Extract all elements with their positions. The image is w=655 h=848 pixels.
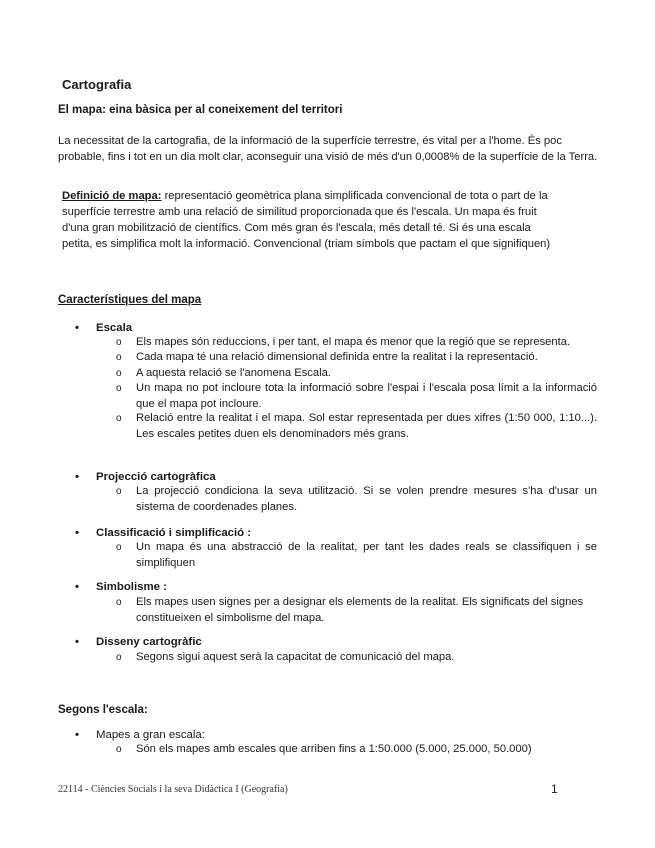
sub-item [116,484,597,515]
circle-bullet-icon: o [116,368,122,379]
footer-course: 22114 - Ciències Socials i la seva Didàctica I (Geografia) [58,784,288,795]
circle-bullet-icon: o [116,413,122,424]
bullet-icon: • [75,471,79,483]
bullet-label: Projecció cartogràfica [96,471,216,483]
circle-bullet-icon: o [116,337,122,348]
bullet-icon: • [75,527,79,539]
page-number: 1 [551,782,558,796]
circle-bullet-icon: o [116,744,122,755]
intro-paragraph: La necessitat de la cartografia, de la informació de la superfície terrestre, és vital per a l'home. És poc probable, fins i tot en un dia molt clar, aconseguir una visió de més d'un 0,0008% de la superfície de la Terra. [58,135,598,163]
sub-item [116,366,597,382]
scale-heading: Segons l'escala: [58,704,148,716]
sub-item-text: La projecció condiciona la seva utilització. Si se volen prendre mesures s'ha d'usar un sistema de coordenades planes. [136,485,597,513]
sub-item [116,411,597,442]
definition-paragraph [62,188,562,252]
sub-item [116,540,597,571]
sub-item [116,381,597,412]
circle-bullet-icon: o [116,652,122,663]
bullet-label: Classificació i simplificació : [96,527,252,539]
sub-item [116,650,597,666]
bullet-icon: • [75,322,79,334]
bullet-label: Disseny cartogràfic [96,636,202,648]
characteristics-heading: Característiques del mapa [58,294,202,306]
sub-item [116,742,597,758]
bullet-icon: • [75,581,79,593]
bullet-label: Mapes a gran escala: [96,729,205,741]
bullet-label: Simbolisme : [96,581,167,593]
sub-item [116,595,597,626]
circle-bullet-icon: o [116,383,122,394]
circle-bullet-icon: o [116,542,122,553]
definition-term: Definició de mapa: [62,190,162,202]
sub-item-text: Segons sigui aquest serà la capacitat de comunicació del mapa. [136,651,455,663]
circle-bullet-icon: o [116,597,122,608]
sub-item-text: Són els mapes amb escales que arriben fins a 1:50.000 (5.000, 25.000, 50.000) [136,743,532,755]
circle-bullet-icon: o [116,486,122,497]
sub-item [116,350,597,366]
sub-item-text: Relació entre la realitat i el mapa. Sol estar representada per dues xifres (1:50 000, 1:10...). Les escales petites duen els denominadors més grans. [136,412,597,440]
page-title: Cartografia [62,77,132,92]
sub-item-text: A aquesta relació se l'anomena Escala. [136,367,331,379]
bullet-label: Escala [96,322,133,334]
bullet-icon: • [75,636,79,648]
sub-item-text: Un mapa és una abstracció de la realitat, per tant les dades reals se classifiquen i se simplifiquen [136,541,597,569]
sub-item [116,335,597,351]
sub-item-text: Els mapes usen signes per a designar els elements de la realitat. Els significats del signes constitueixen el simbolisme del mapa. [136,596,584,624]
bullet-icon: • [75,729,79,741]
circle-bullet-icon: o [116,352,122,363]
section-subtitle: El mapa: eina bàsica per al coneixement del territori [58,104,343,116]
sub-item-text: Els mapes són reduccions, i per tant, el mapa és menor que la regió que se representa. [136,336,571,348]
sub-item-text: Cada mapa té una relació dimensional definida entre la realitat i la representació. [136,351,538,363]
definition-text: representació geomètrica plana simplificada convencional de tota o part de la superfície terrestre amb una relació de similitud proporcionada que és l'escala. Un mapa és fruit d'una gran mobilització de científics. Com més gran és l'escala, més detall té. Si és una escala petita, es simplifica molt la informació. Convencional (triam símbols que pactam el que signifiquen) [62,190,551,250]
sub-item-text: Un mapa no pot incloure tota la informació sobre l'espai i l'escala posa límit a la informació que el mapa pot incloure. [136,382,597,410]
